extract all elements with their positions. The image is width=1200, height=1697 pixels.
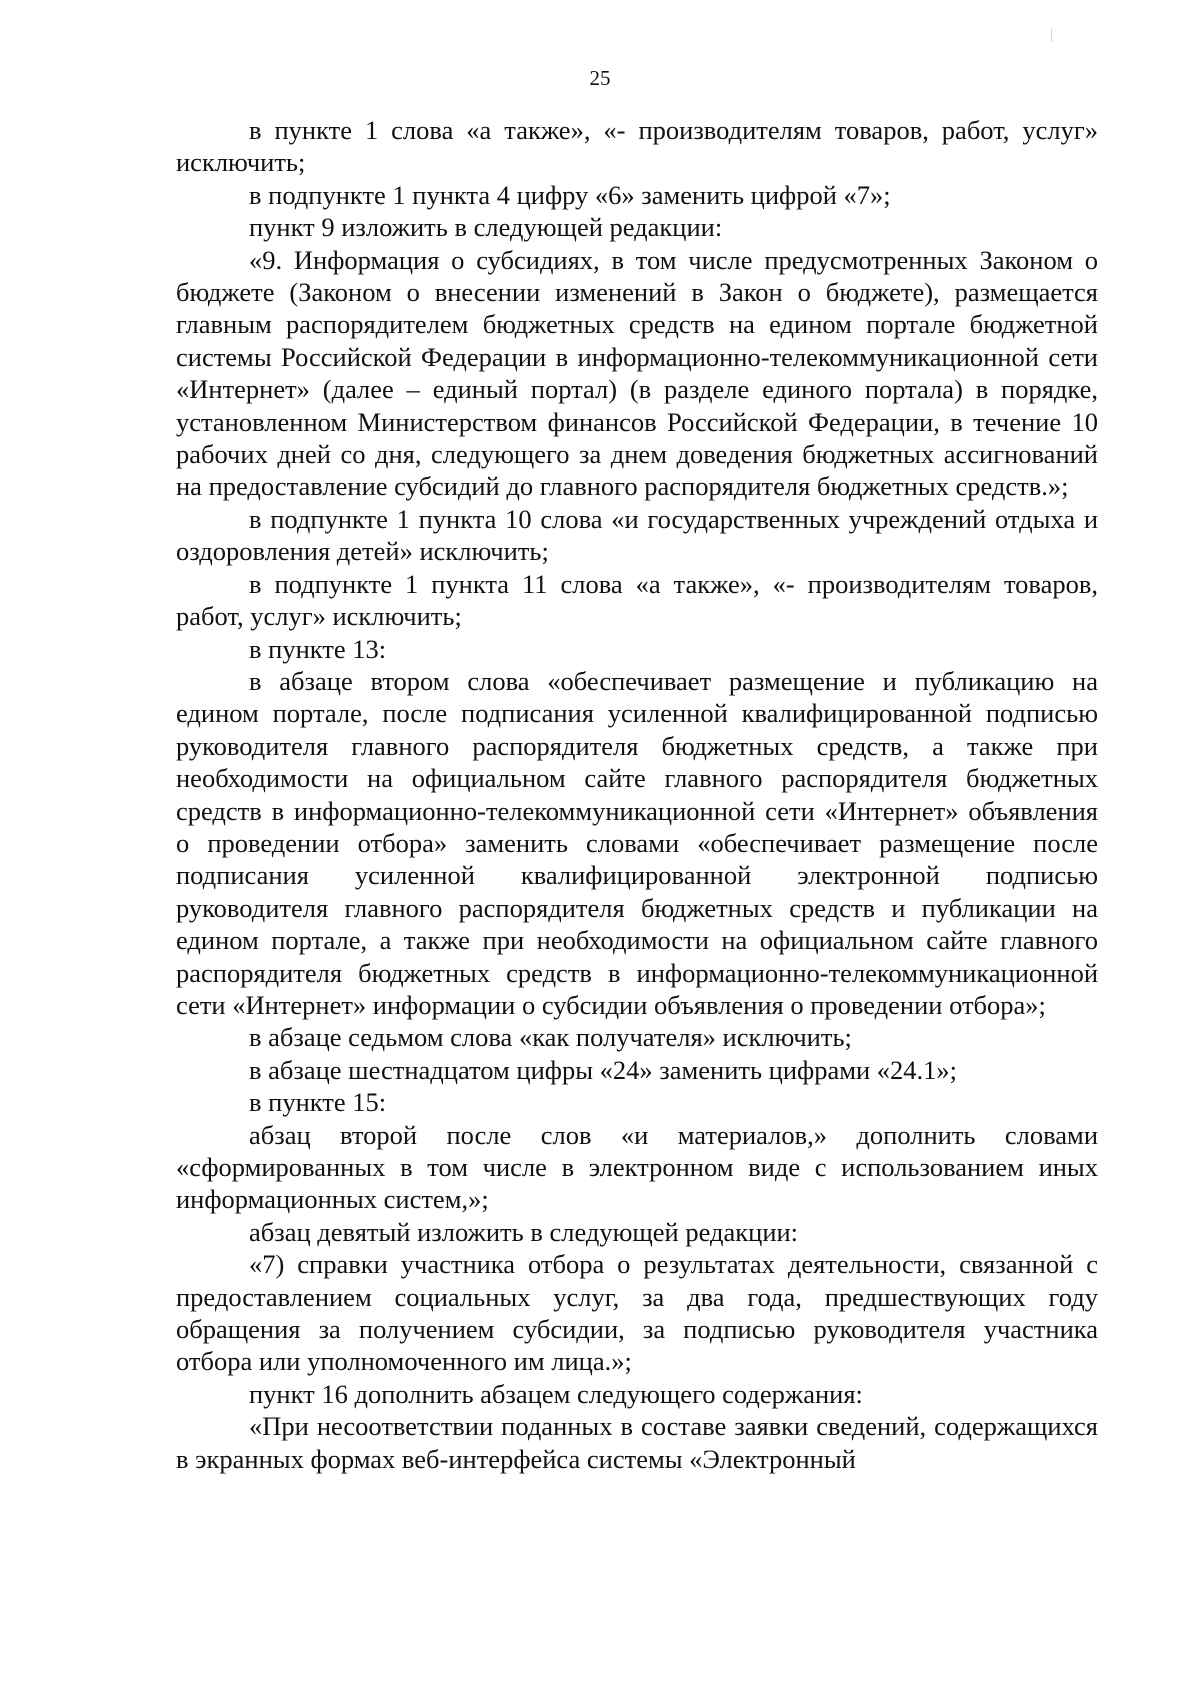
document-body — [176, 114, 1098, 1475]
paragraph: в подпункте 1 пункта 10 слова «и государственных учреждений отдыха и оздоровления детей» исключить; — [176, 503, 1098, 567]
paragraph: «7) справки участника отбора о результатах деятельности, связанной с предоставлением социальных услуг, за два года, предшествующих году обращения за получением субсидии, за подписью руководителя участника отбора или уполномоченного им лица.»; — [176, 1249, 1098, 1377]
page-number: 25 — [589, 66, 611, 90]
paragraph: в пункте 15: — [249, 1087, 387, 1118]
paragraph: абзац второй после слов «и материалов,» дополнить словами «сформированных в том числе в электронном виде с использованием иных информационных систем,»; — [176, 1119, 1098, 1215]
paragraph: пункт 9 изложить в следующей редакции: — [249, 212, 723, 243]
paragraph: в абзаце шестнадцатом цифры «24» заменить цифрами «24.1»; — [249, 1054, 958, 1085]
paragraph: в подпункте 1 пункта 11 слова «а также», «- производителям товаров, работ, услуг» исключить; — [176, 568, 1098, 632]
paragraph: в пункте 1 слова «а также», «- производителям товаров, работ, услуг» исключить; — [176, 115, 1098, 178]
paragraph: в подпункте 1 пункта 4 цифру «6» заменить цифрой «7»; — [249, 179, 891, 210]
paragraph: в абзаце втором слова «обеспечивает размещение и публикацию на едином портале, после подписания усиленной квалифицированной подписью руководителя главного распорядителя бюджетных средств, а также при необходимости на официальном сайте главного распорядителя бюджетных средств в информационно-телекоммуникационной сети «Интернет» объявления о проведении отбора» заменить словами «обеспечивает размещение после подписания усиленной квалифицированной электронной подписью руководителя главного распорядителя бюджетных средств и публикации на едином портале, а также при необходимости на официальном сайте главного распорядителя бюджетных средств в информационно-телекоммуникационной сети «Интернет» информации о субсидии объявления о проведении отбора»; — [176, 665, 1098, 1020]
scan-mark — [1051, 28, 1052, 42]
paragraph: «9. Информация о субсидиях, в том числе предусмотренных Законом о бюджете (Законом о внесении изменений в Закон о бюджете), размещается главным распорядителем бюджетных средств на едином портале бюджетной системы Российской Федерации в информационно-телекоммуникационной сети «Интернет» (далее – единый портал) (в разделе единого портала) в порядке, установленном Министерством финансов Российской Федерации, в течение 10 рабочих дней со дня, следующего за днем доведения бюджетных ассигнований на предоставление субсидий до главного распорядителя бюджетных средств.»; — [176, 244, 1098, 502]
paragraph: абзац девятый изложить в следующей редакции: — [249, 1216, 799, 1247]
paragraph: в пункте 13: — [249, 633, 387, 664]
paragraph: «При несоответствии поданных в составе заявки сведений, содержащихся в экранных формах веб-интерфейса системы «Электронный — [176, 1411, 1098, 1474]
paragraph: в абзаце седьмом слова «как получателя» исключить; — [249, 1022, 852, 1053]
paragraph: пункт 16 дополнить абзацем следующего содержания: — [249, 1378, 863, 1409]
